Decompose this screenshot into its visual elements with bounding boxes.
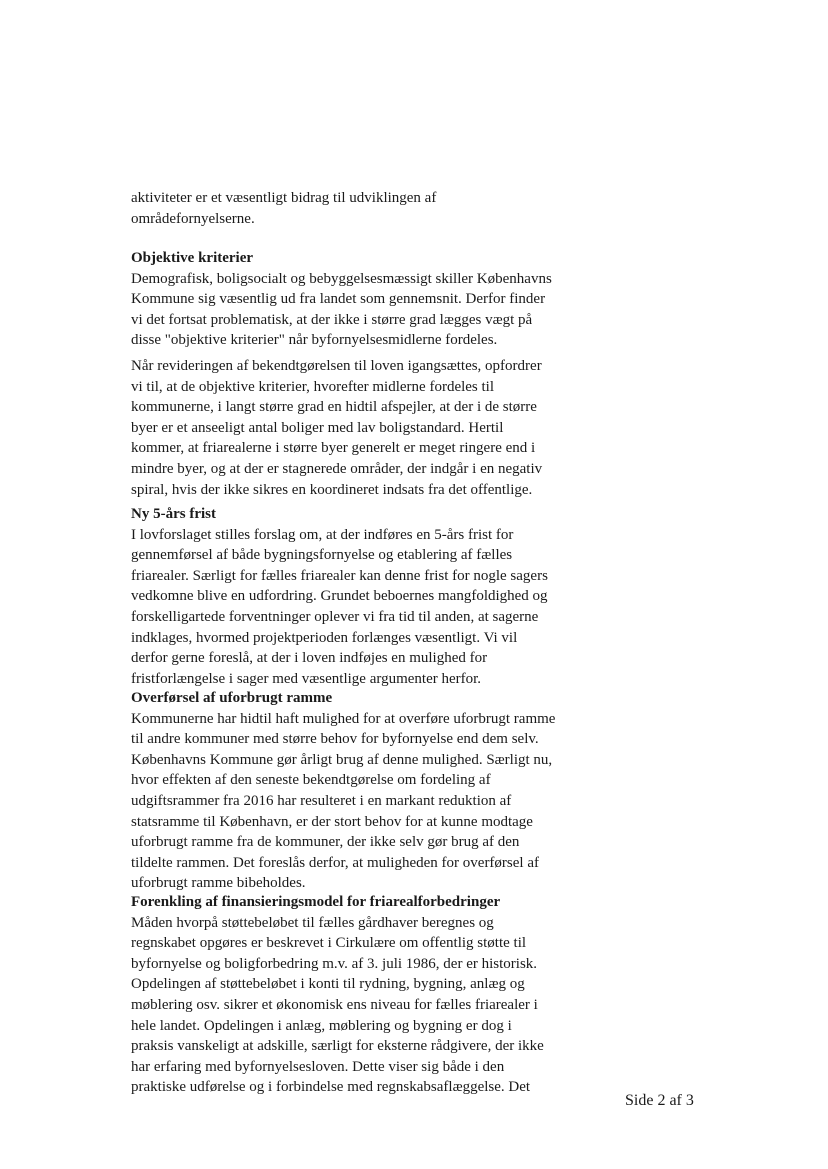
paragraph-line: Opdelingen af støttebeløbet i konti til rydning, bygning, anlæg og (131, 976, 525, 993)
paragraph-line: udgiftsrammer fra 2016 har resulteret i en markant reduktion af (131, 792, 512, 809)
paragraph-line: Måden hvorpå støttebeløbet til fælles gårdhaver beregnes og (131, 914, 494, 931)
paragraph-line: hvor effekten af den seneste bekendtgørelse om fordeling af (131, 772, 491, 789)
paragraph-line: Kommune sig væsentlig ud fra landet som gennemsnit. Derfor finder (131, 291, 546, 308)
paragraph-line: Københavns Kommune gør årligt brug af denne mulighed. Særligt nu, (131, 751, 553, 768)
section-heading: Overførsel af uforbrugt ramme (131, 690, 333, 706)
section-five-year-deadline (131, 504, 601, 689)
paragraph-line: uforbrugt ramme bibeholdes. (131, 875, 306, 892)
paragraph-line: byfornyelse og boligforbedring m.v. af 3. juli 1986, der er historisk. (131, 955, 538, 972)
intro-paragraph (131, 188, 601, 229)
paragraph-line: kommunerne, i langt større grad en hidtil afspejler, at der i de større (131, 399, 537, 416)
paragraph-line: forskelligartede forventninger oplever vi fra tid til anden, at sagerne (131, 608, 539, 625)
section-heading: Forenkling af finansieringsmodel for friarealforbedringer (131, 894, 501, 910)
paragraph-line: tildelte rammen. Det foreslås derfor, at muligheden for overførsel af (131, 854, 539, 871)
paragraph-line: friarealer. Særligt for fælles friarealer kan denne frist for nogle sagers (131, 567, 548, 584)
paragraph-line: disse "objektive kriterier" når byfornyelsesmidlerne fordeles. (131, 332, 498, 349)
paragraph-line: fristforlængelse i sager med væsentlige argumenter herfor. (131, 670, 482, 687)
paragraph-line: møblering osv. sikrer et økonomisk ens niveau for fælles friarealer i (131, 996, 538, 1013)
paragraph-line: derfor gerne foreslå, at der i loven indføjes en mulighed for (131, 650, 488, 667)
paragraph-line: mindre byer, og at der er stagnerede områder, der indgår i en negativ (131, 460, 543, 477)
paragraph-line: hele landet. Opdelingen i anlæg, møblering og bygning er dog i (131, 1017, 512, 1034)
paragraph-line: vedkomne blive en udfordring. Grundet beboernes mangfoldighed og (131, 588, 548, 605)
paragraph-line: Når revideringen af bekendtgørelsen til loven igangsættes, opfordrer (131, 358, 542, 374)
paragraph-line: Kommunerne har hidtil haft mulighed for at overføre uforbrugt ramme (131, 710, 556, 727)
section-unused-frame-transfer (131, 688, 601, 894)
paragraph-line: vi til, at de objektive kriterier, hvorefter midlerne fordeles til (131, 378, 495, 395)
paragraph-line: Demografisk, boligsocialt og bebyggelsesmæssigt skiller Københavns (131, 270, 552, 287)
paragraph-line: statsramme til København, er der stort behov for at kunne modtage (131, 813, 533, 830)
paragraph-line: byer er et anseeligt antal boliger med lav boligstandard. Hertil (131, 419, 504, 436)
paragraph-line: spiral, hvis der ikke sikres en koordineret indsats fra det offentlige. (131, 481, 533, 498)
section-objective-criteria (131, 248, 601, 351)
paragraph-line: praktiske udførelse og i forbindelse med regnskabsaflæggelse. Det (131, 1079, 531, 1096)
paragraph-line: aktiviteter er et væsentligt bidrag til udviklingen af (131, 190, 437, 206)
paragraph-line: indklages, hvormed projektperioden forlænges væsentligt. Vi vil (131, 629, 518, 646)
section-financing-simplification (131, 892, 601, 1098)
paragraph-line: praksis vanskeligt at adskille, særligt for eksterne rådgivere, der ikke (131, 1038, 544, 1055)
page-number: Side 2 af 3 (625, 1092, 694, 1109)
section-heading: Ny 5-års frist (131, 506, 216, 522)
paragraph-line: gennemførsel af både bygningsfornyelse og etablering af fælles (131, 547, 513, 564)
paragraph-line: kommer, at friarealerne i større byer generelt er meget ringere end i (131, 440, 536, 457)
section-revision-paragraph (131, 356, 601, 500)
paragraph-line: områdefornyelserne. (131, 210, 255, 227)
paragraph-line: I lovforslaget stilles forslag om, at der indføres en 5-års frist for (131, 526, 514, 543)
paragraph-line: har erfaring med byfornyelsesloven. Dette viser sig både i den (131, 1058, 505, 1075)
paragraph-line: til andre kommuner med større behov for byfornyelse end dem selv. (131, 731, 539, 748)
paragraph-line: regnskabet opgøres er beskrevet i Cirkulære om offentlig støtte til (131, 935, 527, 952)
section-heading: Objektive kriterier (131, 250, 254, 266)
paragraph-line: vi det fortsat problematisk, at der ikke i større grad lægges vægt på (131, 311, 533, 328)
paragraph-line: uforbrugt ramme fra de kommuner, der ikke selv gør brug af den (131, 834, 520, 851)
